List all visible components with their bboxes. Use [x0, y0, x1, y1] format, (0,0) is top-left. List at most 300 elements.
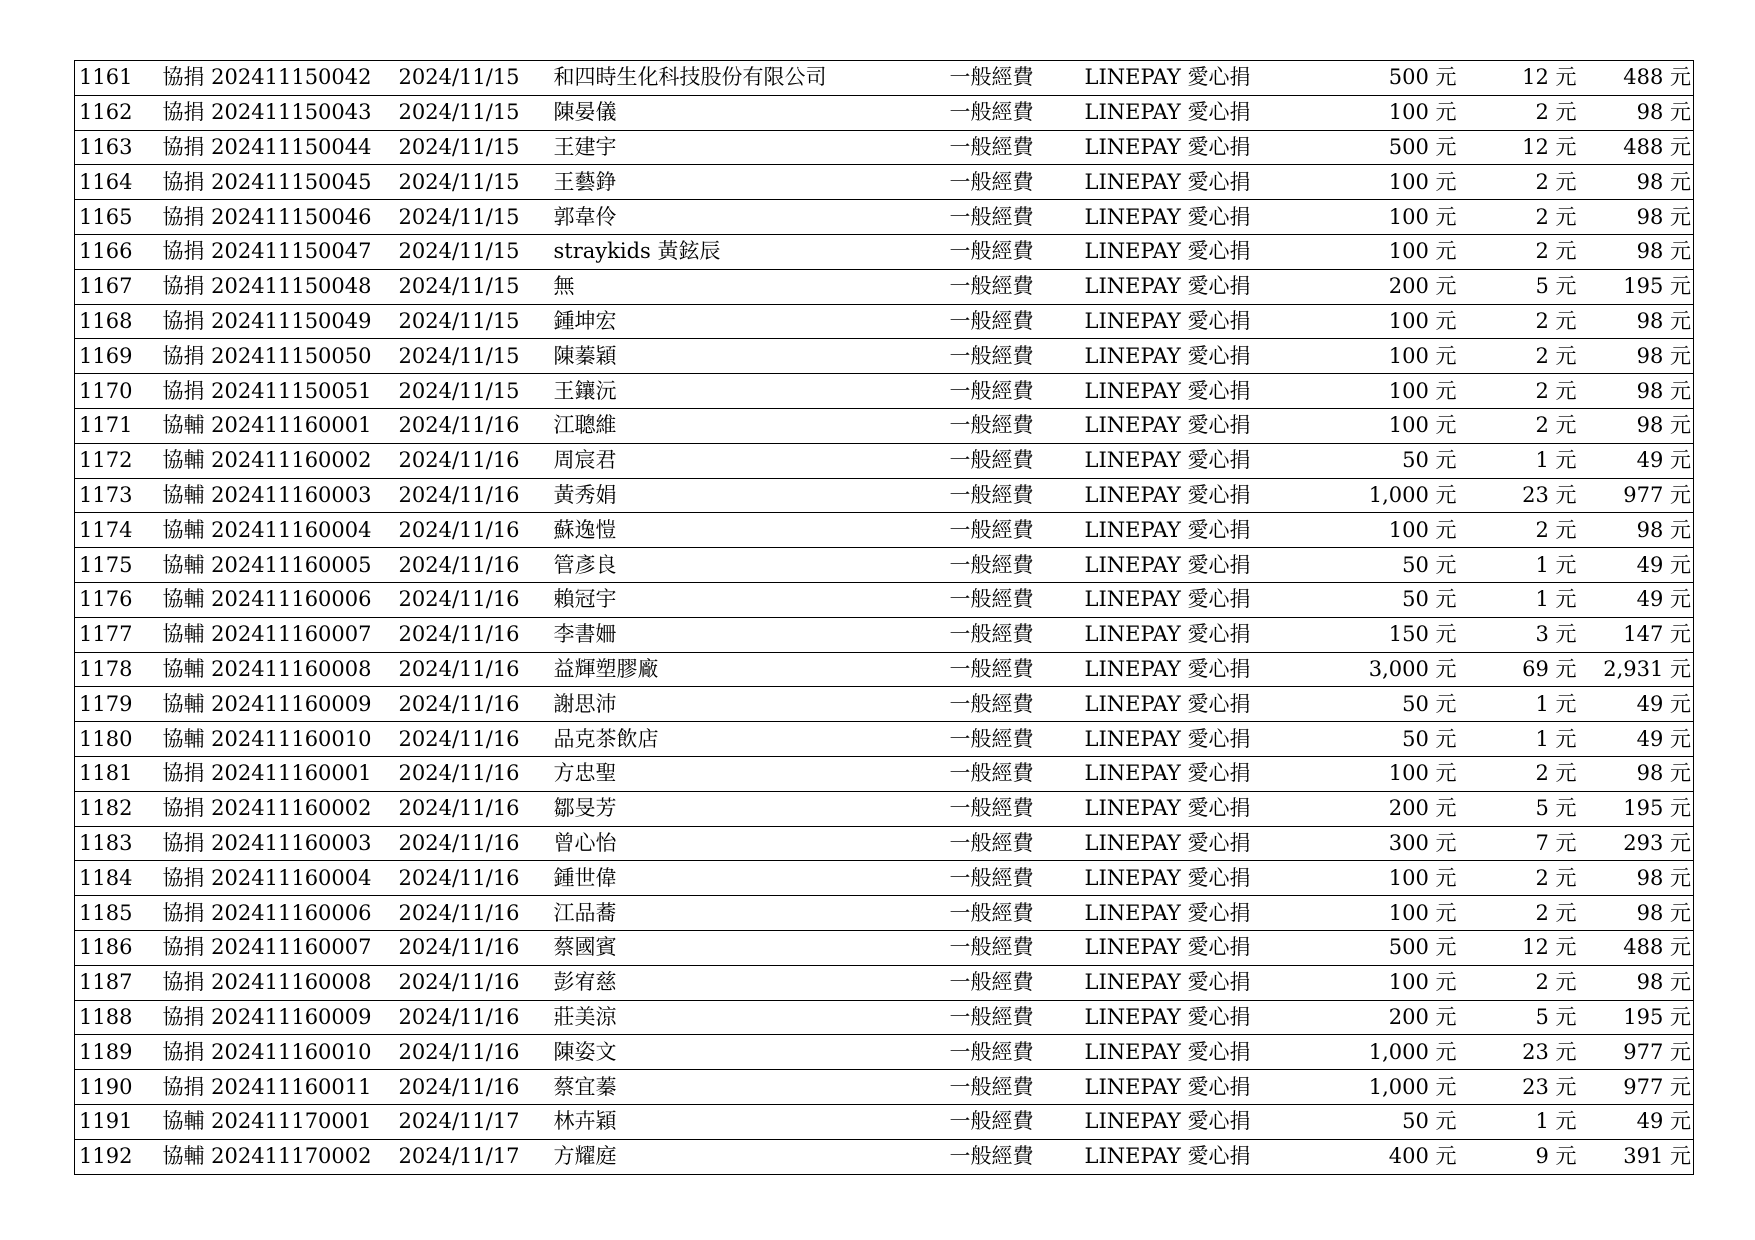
donation-date-cell: 2024/11/16	[393, 791, 550, 826]
net-amount-cell: 147 元	[1579, 617, 1694, 652]
fee-amount-cell: 69 元	[1459, 652, 1579, 687]
fee-amount-cell: 2 元	[1459, 339, 1579, 374]
donation-purpose-cell: 一般經費	[940, 200, 1069, 235]
table-row	[75, 200, 1694, 235]
payment-method-cell: LINEPAY 愛心捐	[1069, 95, 1269, 130]
fee-amount-cell: 2 元	[1459, 234, 1579, 269]
donation-date-cell: 2024/11/16	[393, 582, 550, 617]
donation-date-cell: 2024/11/16	[393, 965, 550, 1000]
donation-date-cell: 2024/11/16	[393, 408, 550, 443]
serial-number-cell: 1176	[75, 582, 153, 617]
donation-purpose-cell: 一般經費	[940, 234, 1069, 269]
receipt-number-cell: 協輔 202411160001	[153, 408, 393, 443]
donation-date-cell: 2024/11/16	[393, 756, 550, 791]
net-amount-cell: 977 元	[1579, 478, 1694, 513]
payment-method-cell: LINEPAY 愛心捐	[1069, 617, 1269, 652]
donation-date-cell: 2024/11/16	[393, 617, 550, 652]
serial-number-cell: 1191	[75, 1104, 153, 1139]
donation-purpose-cell: 一般經費	[940, 130, 1069, 165]
payment-method-cell: LINEPAY 愛心捐	[1069, 791, 1269, 826]
donation-date-cell: 2024/11/16	[393, 548, 550, 583]
donation-date-cell: 2024/11/15	[393, 339, 550, 374]
donation-purpose-cell: 一般經費	[940, 374, 1069, 409]
receipt-number-cell: 協輔 202411170002	[153, 1139, 393, 1174]
donation-amount-cell: 100 元	[1269, 374, 1459, 409]
donation-purpose-cell: 一般經費	[940, 791, 1069, 826]
table-row	[75, 374, 1694, 409]
donation-amount-cell: 100 元	[1269, 896, 1459, 931]
donor-name-cell: 賴冠宇	[550, 582, 940, 617]
donation-amount-cell: 100 元	[1269, 513, 1459, 548]
net-amount-cell: 977 元	[1579, 1035, 1694, 1070]
net-amount-cell: 49 元	[1579, 582, 1694, 617]
serial-number-cell: 1190	[75, 1070, 153, 1105]
table-row	[75, 722, 1694, 757]
fee-amount-cell: 1 元	[1459, 1104, 1579, 1139]
payment-method-cell: LINEPAY 愛心捐	[1069, 339, 1269, 374]
net-amount-cell: 98 元	[1579, 165, 1694, 200]
payment-method-cell: LINEPAY 愛心捐	[1069, 965, 1269, 1000]
fee-amount-cell: 2 元	[1459, 965, 1579, 1000]
serial-number-cell: 1164	[75, 165, 153, 200]
net-amount-cell: 98 元	[1579, 200, 1694, 235]
payment-method-cell: LINEPAY 愛心捐	[1069, 61, 1269, 96]
fee-amount-cell: 2 元	[1459, 374, 1579, 409]
donation-amount-cell: 1,000 元	[1269, 1035, 1459, 1070]
payment-method-cell: LINEPAY 愛心捐	[1069, 896, 1269, 931]
donor-name-cell: 無	[550, 269, 940, 304]
donor-name-cell: 鍾坤宏	[550, 304, 940, 339]
net-amount-cell: 488 元	[1579, 61, 1694, 96]
fee-amount-cell: 5 元	[1459, 269, 1579, 304]
table-row	[75, 1000, 1694, 1035]
table-row	[75, 478, 1694, 513]
table-row	[75, 269, 1694, 304]
donation-purpose-cell: 一般經費	[940, 339, 1069, 374]
donation-purpose-cell: 一般經費	[940, 617, 1069, 652]
serial-number-cell: 1163	[75, 130, 153, 165]
donor-name-cell: 郭韋伶	[550, 200, 940, 235]
net-amount-cell: 98 元	[1579, 95, 1694, 130]
fee-amount-cell: 1 元	[1459, 582, 1579, 617]
net-amount-cell: 98 元	[1579, 304, 1694, 339]
receipt-number-cell: 協捐 202411150051	[153, 374, 393, 409]
receipt-number-cell: 協捐 202411150042	[153, 61, 393, 96]
serial-number-cell: 1178	[75, 652, 153, 687]
donation-amount-cell: 100 元	[1269, 95, 1459, 130]
payment-method-cell: LINEPAY 愛心捐	[1069, 374, 1269, 409]
fee-amount-cell: 1 元	[1459, 687, 1579, 722]
donation-amount-cell: 100 元	[1269, 234, 1459, 269]
receipt-number-cell: 協捐 202411160004	[153, 861, 393, 896]
serial-number-cell: 1162	[75, 95, 153, 130]
receipt-number-cell: 協輔 202411160006	[153, 582, 393, 617]
donation-purpose-cell: 一般經費	[940, 513, 1069, 548]
net-amount-cell: 195 元	[1579, 791, 1694, 826]
donation-purpose-cell: 一般經費	[940, 826, 1069, 861]
net-amount-cell: 49 元	[1579, 687, 1694, 722]
donor-name-cell: 陳蓁穎	[550, 339, 940, 374]
serial-number-cell: 1180	[75, 722, 153, 757]
net-amount-cell: 98 元	[1579, 374, 1694, 409]
serial-number-cell: 1177	[75, 617, 153, 652]
donation-amount-cell: 1,000 元	[1269, 478, 1459, 513]
receipt-number-cell: 協捐 202411150044	[153, 130, 393, 165]
donor-name-cell: 林卉穎	[550, 1104, 940, 1139]
table-row	[75, 965, 1694, 1000]
donor-name-cell: 鄒旻芳	[550, 791, 940, 826]
payment-method-cell: LINEPAY 愛心捐	[1069, 861, 1269, 896]
donation-purpose-cell: 一般經費	[940, 304, 1069, 339]
donor-name-cell: 彭宥慈	[550, 965, 940, 1000]
table-row	[75, 1104, 1694, 1139]
donation-amount-cell: 200 元	[1269, 269, 1459, 304]
receipt-number-cell: 協輔 202411160010	[153, 722, 393, 757]
donation-date-cell: 2024/11/16	[393, 687, 550, 722]
net-amount-cell: 98 元	[1579, 513, 1694, 548]
donation-amount-cell: 50 元	[1269, 443, 1459, 478]
payment-method-cell: LINEPAY 愛心捐	[1069, 269, 1269, 304]
serial-number-cell: 1174	[75, 513, 153, 548]
donation-date-cell: 2024/11/16	[393, 930, 550, 965]
serial-number-cell: 1165	[75, 200, 153, 235]
net-amount-cell: 49 元	[1579, 443, 1694, 478]
serial-number-cell: 1161	[75, 61, 153, 96]
donor-name-cell: 江品蕎	[550, 896, 940, 931]
donation-date-cell: 2024/11/16	[393, 443, 550, 478]
donor-name-cell: 方忠聖	[550, 756, 940, 791]
table-row	[75, 1139, 1694, 1174]
table-row	[75, 234, 1694, 269]
table-row	[75, 513, 1694, 548]
receipt-number-cell: 協輔 202411160009	[153, 687, 393, 722]
payment-method-cell: LINEPAY 愛心捐	[1069, 1070, 1269, 1105]
fee-amount-cell: 23 元	[1459, 1035, 1579, 1070]
donation-amount-cell: 200 元	[1269, 1000, 1459, 1035]
table-row	[75, 130, 1694, 165]
donation-amount-cell: 100 元	[1269, 165, 1459, 200]
donation-date-cell: 2024/11/16	[393, 722, 550, 757]
payment-method-cell: LINEPAY 愛心捐	[1069, 1035, 1269, 1070]
donation-purpose-cell: 一般經費	[940, 1000, 1069, 1035]
donor-name-cell: 益輝塑膠廠	[550, 652, 940, 687]
donor-name-cell: 蘇逸愷	[550, 513, 940, 548]
donor-name-cell: straykids 黃鉉辰	[550, 234, 940, 269]
serial-number-cell: 1166	[75, 234, 153, 269]
donor-name-cell: 陳姿文	[550, 1035, 940, 1070]
payment-method-cell: LINEPAY 愛心捐	[1069, 826, 1269, 861]
donor-name-cell: 王建宇	[550, 130, 940, 165]
donation-ledger-table	[74, 60, 1694, 1175]
fee-amount-cell: 1 元	[1459, 722, 1579, 757]
serial-number-cell: 1184	[75, 861, 153, 896]
table-row	[75, 652, 1694, 687]
payment-method-cell: LINEPAY 愛心捐	[1069, 930, 1269, 965]
payment-method-cell: LINEPAY 愛心捐	[1069, 165, 1269, 200]
donor-name-cell: 鍾世偉	[550, 861, 940, 896]
serial-number-cell: 1173	[75, 478, 153, 513]
donation-amount-cell: 1,000 元	[1269, 1070, 1459, 1105]
donation-purpose-cell: 一般經費	[940, 165, 1069, 200]
payment-method-cell: LINEPAY 愛心捐	[1069, 756, 1269, 791]
donation-amount-cell: 150 元	[1269, 617, 1459, 652]
donor-name-cell: 莊美涼	[550, 1000, 940, 1035]
serial-number-cell: 1170	[75, 374, 153, 409]
donor-name-cell: 和四時生化科技股份有限公司	[550, 61, 940, 96]
donation-purpose-cell: 一般經費	[940, 930, 1069, 965]
fee-amount-cell: 23 元	[1459, 478, 1579, 513]
donation-date-cell: 2024/11/15	[393, 95, 550, 130]
donation-amount-cell: 50 元	[1269, 722, 1459, 757]
donor-name-cell: 江聰維	[550, 408, 940, 443]
net-amount-cell: 195 元	[1579, 1000, 1694, 1035]
fee-amount-cell: 2 元	[1459, 304, 1579, 339]
donation-date-cell: 2024/11/16	[393, 1000, 550, 1035]
serial-number-cell: 1172	[75, 443, 153, 478]
receipt-number-cell: 協捐 202411150043	[153, 95, 393, 130]
donor-name-cell: 管彥良	[550, 548, 940, 583]
receipt-number-cell: 協捐 202411150048	[153, 269, 393, 304]
net-amount-cell: 98 元	[1579, 408, 1694, 443]
table-row	[75, 826, 1694, 861]
serial-number-cell: 1185	[75, 896, 153, 931]
receipt-number-cell: 協輔 202411160003	[153, 478, 393, 513]
donation-purpose-cell: 一般經費	[940, 965, 1069, 1000]
payment-method-cell: LINEPAY 愛心捐	[1069, 304, 1269, 339]
fee-amount-cell: 2 元	[1459, 861, 1579, 896]
donation-date-cell: 2024/11/16	[393, 513, 550, 548]
ledger-body	[75, 61, 1694, 1175]
donation-purpose-cell: 一般經費	[940, 582, 1069, 617]
donation-purpose-cell: 一般經費	[940, 408, 1069, 443]
donor-name-cell: 曾心怡	[550, 826, 940, 861]
fee-amount-cell: 2 元	[1459, 165, 1579, 200]
table-row	[75, 791, 1694, 826]
net-amount-cell: 977 元	[1579, 1070, 1694, 1105]
receipt-number-cell: 協輔 202411160005	[153, 548, 393, 583]
fee-amount-cell: 12 元	[1459, 61, 1579, 96]
serial-number-cell: 1167	[75, 269, 153, 304]
fee-amount-cell: 12 元	[1459, 930, 1579, 965]
donation-amount-cell: 100 元	[1269, 200, 1459, 235]
donation-purpose-cell: 一般經費	[940, 478, 1069, 513]
donation-date-cell: 2024/11/15	[393, 234, 550, 269]
donation-purpose-cell: 一般經費	[940, 269, 1069, 304]
receipt-number-cell: 協捐 202411150045	[153, 165, 393, 200]
donation-amount-cell: 100 元	[1269, 339, 1459, 374]
net-amount-cell: 2,931 元	[1579, 652, 1694, 687]
net-amount-cell: 98 元	[1579, 861, 1694, 896]
fee-amount-cell: 1 元	[1459, 548, 1579, 583]
table-row	[75, 582, 1694, 617]
fee-amount-cell: 23 元	[1459, 1070, 1579, 1105]
donor-name-cell: 周宸君	[550, 443, 940, 478]
payment-method-cell: LINEPAY 愛心捐	[1069, 408, 1269, 443]
donation-amount-cell: 100 元	[1269, 756, 1459, 791]
serial-number-cell: 1169	[75, 339, 153, 374]
table-row	[75, 617, 1694, 652]
fee-amount-cell: 5 元	[1459, 791, 1579, 826]
net-amount-cell: 488 元	[1579, 930, 1694, 965]
net-amount-cell: 293 元	[1579, 826, 1694, 861]
donor-name-cell: 方耀庭	[550, 1139, 940, 1174]
net-amount-cell: 49 元	[1579, 722, 1694, 757]
fee-amount-cell: 1 元	[1459, 443, 1579, 478]
table-row	[75, 756, 1694, 791]
fee-amount-cell: 2 元	[1459, 896, 1579, 931]
donation-amount-cell: 100 元	[1269, 965, 1459, 1000]
donation-purpose-cell: 一般經費	[940, 652, 1069, 687]
serial-number-cell: 1175	[75, 548, 153, 583]
fee-amount-cell: 2 元	[1459, 408, 1579, 443]
donation-amount-cell: 50 元	[1269, 1104, 1459, 1139]
net-amount-cell: 98 元	[1579, 756, 1694, 791]
donation-purpose-cell: 一般經費	[940, 1104, 1069, 1139]
donation-date-cell: 2024/11/16	[393, 478, 550, 513]
receipt-number-cell: 協捐 202411150046	[153, 200, 393, 235]
donation-date-cell: 2024/11/16	[393, 1070, 550, 1105]
receipt-number-cell: 協輔 202411160004	[153, 513, 393, 548]
fee-amount-cell: 3 元	[1459, 617, 1579, 652]
receipt-number-cell: 協捐 202411160001	[153, 756, 393, 791]
fee-amount-cell: 5 元	[1459, 1000, 1579, 1035]
donation-purpose-cell: 一般經費	[940, 548, 1069, 583]
payment-method-cell: LINEPAY 愛心捐	[1069, 234, 1269, 269]
payment-method-cell: LINEPAY 愛心捐	[1069, 1104, 1269, 1139]
payment-method-cell: LINEPAY 愛心捐	[1069, 1139, 1269, 1174]
donation-purpose-cell: 一般經費	[940, 95, 1069, 130]
serial-number-cell: 1179	[75, 687, 153, 722]
net-amount-cell: 195 元	[1579, 269, 1694, 304]
serial-number-cell: 1183	[75, 826, 153, 861]
table-row	[75, 687, 1694, 722]
receipt-number-cell: 協捐 202411150050	[153, 339, 393, 374]
serial-number-cell: 1189	[75, 1035, 153, 1070]
donor-name-cell: 謝思沛	[550, 687, 940, 722]
receipt-number-cell: 協輔 202411160007	[153, 617, 393, 652]
donation-purpose-cell: 一般經費	[940, 687, 1069, 722]
payment-method-cell: LINEPAY 愛心捐	[1069, 582, 1269, 617]
fee-amount-cell: 2 元	[1459, 95, 1579, 130]
receipt-number-cell: 協捐 202411160008	[153, 965, 393, 1000]
donor-name-cell: 黃秀娟	[550, 478, 940, 513]
net-amount-cell: 49 元	[1579, 1104, 1694, 1139]
fee-amount-cell: 2 元	[1459, 756, 1579, 791]
donation-amount-cell: 400 元	[1269, 1139, 1459, 1174]
payment-method-cell: LINEPAY 愛心捐	[1069, 200, 1269, 235]
donor-name-cell: 李書姍	[550, 617, 940, 652]
fee-amount-cell: 2 元	[1459, 200, 1579, 235]
table-row	[75, 304, 1694, 339]
donation-amount-cell: 100 元	[1269, 861, 1459, 896]
donation-purpose-cell: 一般經費	[940, 756, 1069, 791]
donation-amount-cell: 500 元	[1269, 930, 1459, 965]
donation-amount-cell: 500 元	[1269, 61, 1459, 96]
serial-number-cell: 1171	[75, 408, 153, 443]
donor-name-cell: 蔡宜蓁	[550, 1070, 940, 1105]
donation-amount-cell: 300 元	[1269, 826, 1459, 861]
serial-number-cell: 1188	[75, 1000, 153, 1035]
fee-amount-cell: 9 元	[1459, 1139, 1579, 1174]
payment-method-cell: LINEPAY 愛心捐	[1069, 513, 1269, 548]
net-amount-cell: 98 元	[1579, 965, 1694, 1000]
payment-method-cell: LINEPAY 愛心捐	[1069, 478, 1269, 513]
donation-purpose-cell: 一般經費	[940, 1035, 1069, 1070]
receipt-number-cell: 協捐 202411160006	[153, 896, 393, 931]
table-row	[75, 1070, 1694, 1105]
table-row	[75, 861, 1694, 896]
table-row	[75, 1035, 1694, 1070]
donor-name-cell: 王藝錚	[550, 165, 940, 200]
donation-purpose-cell: 一般經費	[940, 861, 1069, 896]
donation-date-cell: 2024/11/15	[393, 374, 550, 409]
donation-date-cell: 2024/11/17	[393, 1104, 550, 1139]
donation-amount-cell: 100 元	[1269, 408, 1459, 443]
serial-number-cell: 1187	[75, 965, 153, 1000]
donation-purpose-cell: 一般經費	[940, 1139, 1069, 1174]
donation-date-cell: 2024/11/15	[393, 165, 550, 200]
table-row	[75, 165, 1694, 200]
net-amount-cell: 488 元	[1579, 130, 1694, 165]
receipt-number-cell: 協捐 202411150049	[153, 304, 393, 339]
table-row	[75, 896, 1694, 931]
fee-amount-cell: 2 元	[1459, 513, 1579, 548]
donation-date-cell: 2024/11/16	[393, 861, 550, 896]
receipt-number-cell: 協捐 202411160002	[153, 791, 393, 826]
net-amount-cell: 98 元	[1579, 339, 1694, 374]
receipt-number-cell: 協捐 202411150047	[153, 234, 393, 269]
fee-amount-cell: 7 元	[1459, 826, 1579, 861]
payment-method-cell: LINEPAY 愛心捐	[1069, 130, 1269, 165]
table-row	[75, 408, 1694, 443]
donation-amount-cell: 50 元	[1269, 582, 1459, 617]
net-amount-cell: 49 元	[1579, 548, 1694, 583]
receipt-number-cell: 協輔 202411170001	[153, 1104, 393, 1139]
donation-purpose-cell: 一般經費	[940, 443, 1069, 478]
donation-amount-cell: 3,000 元	[1269, 652, 1459, 687]
serial-number-cell: 1182	[75, 791, 153, 826]
donation-date-cell: 2024/11/17	[393, 1139, 550, 1174]
donation-amount-cell: 100 元	[1269, 304, 1459, 339]
donation-date-cell: 2024/11/15	[393, 200, 550, 235]
payment-method-cell: LINEPAY 愛心捐	[1069, 722, 1269, 757]
donation-date-cell: 2024/11/16	[393, 1035, 550, 1070]
donation-date-cell: 2024/11/16	[393, 826, 550, 861]
table-row	[75, 930, 1694, 965]
donation-purpose-cell: 一般經費	[940, 1070, 1069, 1105]
donor-name-cell: 品克茶飲店	[550, 722, 940, 757]
payment-method-cell: LINEPAY 愛心捐	[1069, 652, 1269, 687]
serial-number-cell: 1192	[75, 1139, 153, 1174]
table-row	[75, 548, 1694, 583]
payment-method-cell: LINEPAY 愛心捐	[1069, 687, 1269, 722]
table-row	[75, 443, 1694, 478]
payment-method-cell: LINEPAY 愛心捐	[1069, 443, 1269, 478]
serial-number-cell: 1168	[75, 304, 153, 339]
donation-amount-cell: 200 元	[1269, 791, 1459, 826]
donation-purpose-cell: 一般經費	[940, 896, 1069, 931]
net-amount-cell: 391 元	[1579, 1139, 1694, 1174]
receipt-number-cell: 協捐 202411160007	[153, 930, 393, 965]
fee-amount-cell: 12 元	[1459, 130, 1579, 165]
donation-date-cell: 2024/11/16	[393, 652, 550, 687]
donation-purpose-cell: 一般經費	[940, 61, 1069, 96]
donation-purpose-cell: 一般經費	[940, 722, 1069, 757]
receipt-number-cell: 協捐 202411160010	[153, 1035, 393, 1070]
payment-method-cell: LINEPAY 愛心捐	[1069, 548, 1269, 583]
donation-amount-cell: 50 元	[1269, 687, 1459, 722]
table-row	[75, 95, 1694, 130]
